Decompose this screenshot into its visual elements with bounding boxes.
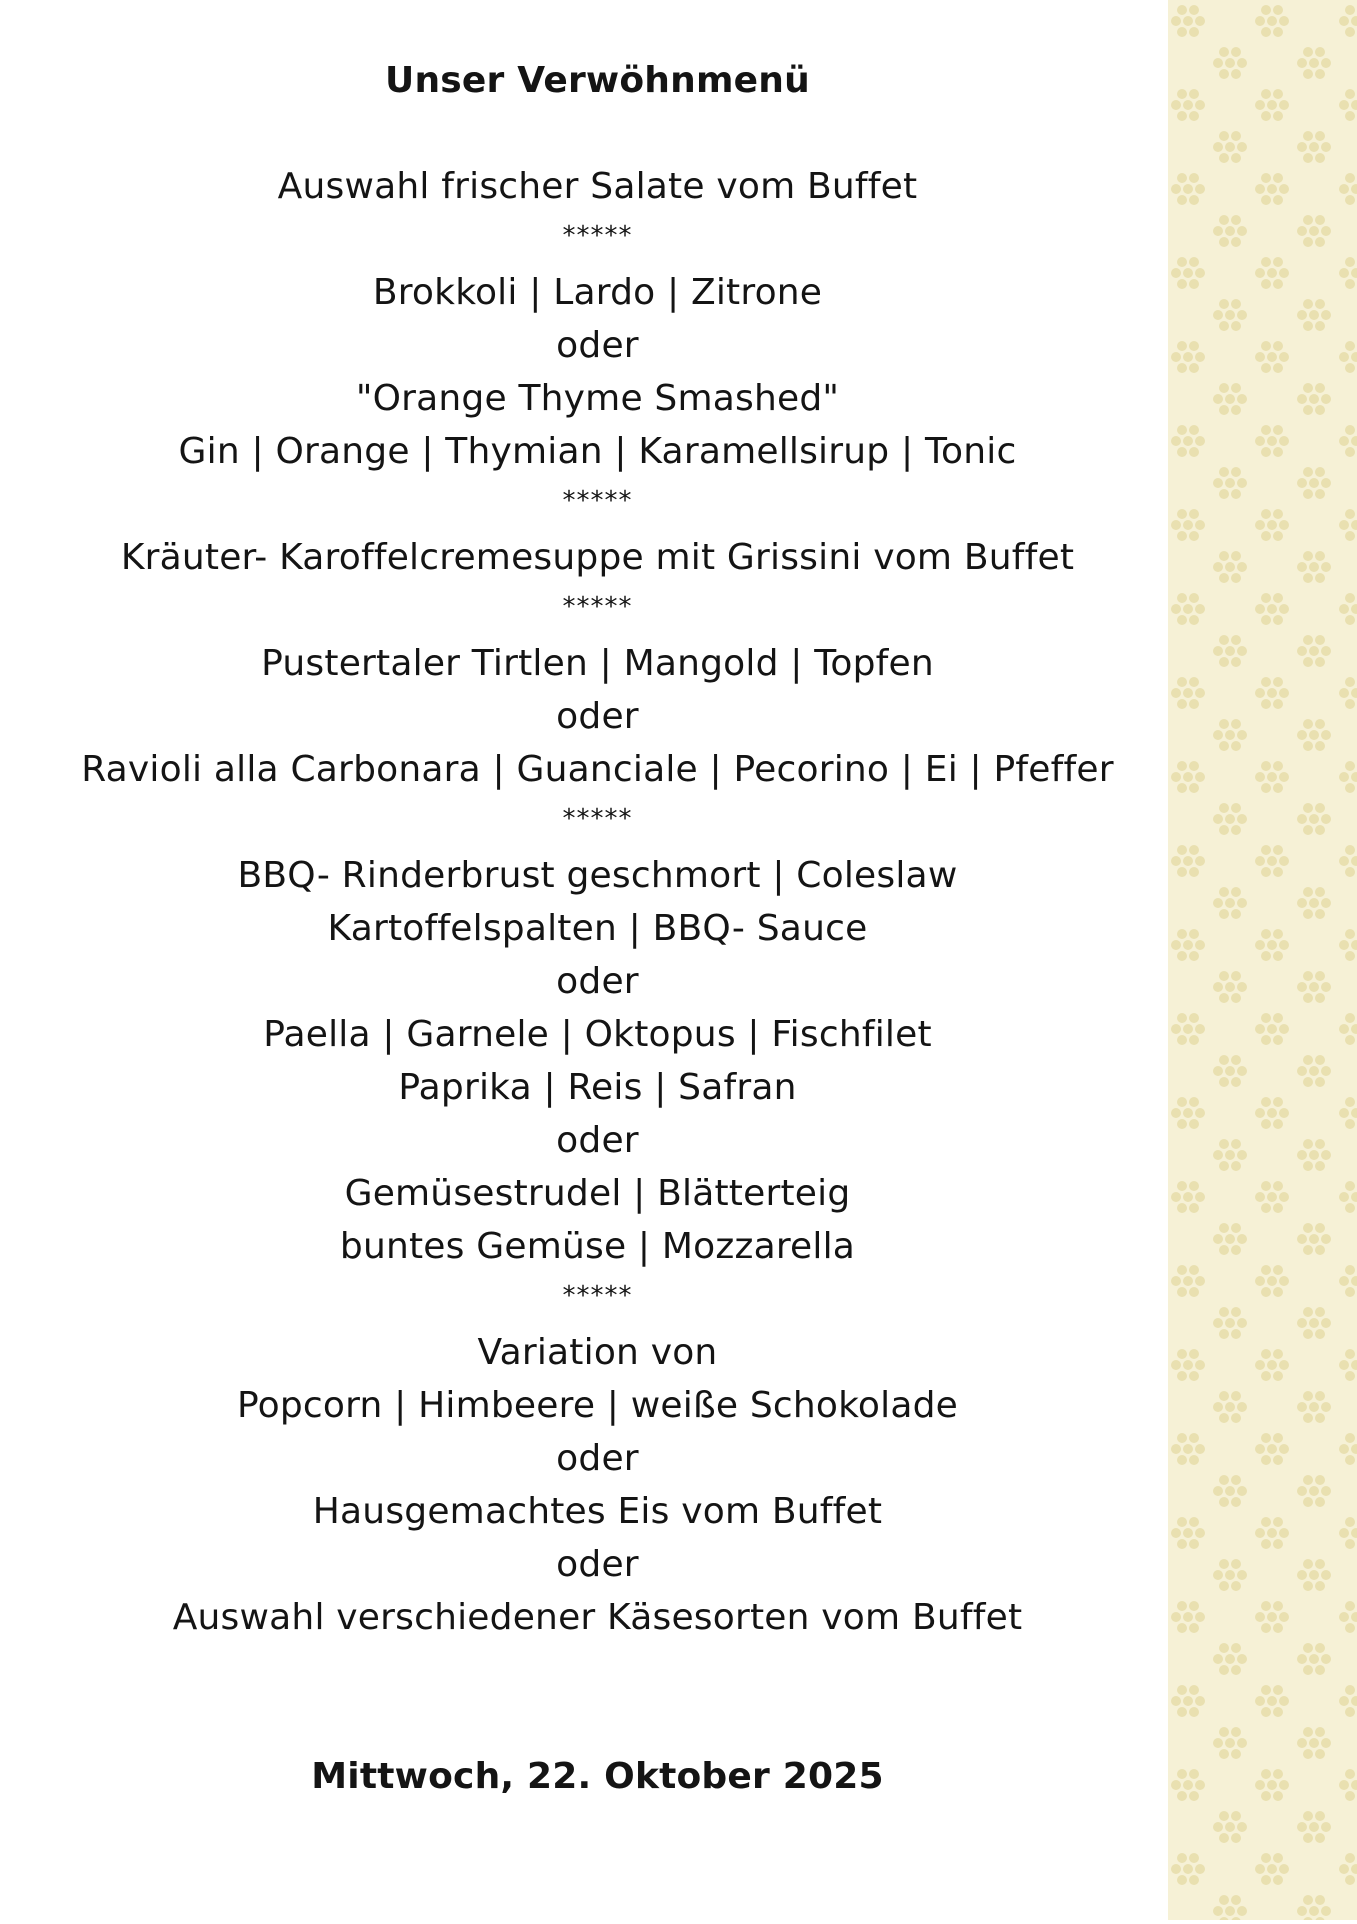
- course-separator: *****: [562, 804, 633, 834]
- menu-line: oder: [556, 696, 639, 737]
- menu-line: Popcorn | Himbeere | weiße Schokolade: [237, 1385, 958, 1426]
- menu-line: oder: [556, 1120, 639, 1161]
- menu-line: Paprika | Reis | Safran: [398, 1067, 797, 1108]
- dot-pattern: [1168, 0, 1357, 1920]
- course-separator: *****: [562, 1281, 633, 1311]
- menu-line: "Orange Thyme Smashed": [355, 378, 840, 419]
- course-separator: *****: [562, 592, 633, 622]
- menu-line: oder: [556, 325, 639, 366]
- menu-line: oder: [556, 1544, 639, 1585]
- menu-title: Unser Verwöhnmenü: [385, 60, 810, 101]
- menu-line: Kräuter- Karoffelcremesuppe mit Grissini vom Buffet: [120, 537, 1075, 578]
- menu-line: Hausgemachtes Eis vom Buffet: [312, 1491, 883, 1532]
- menu-line: Pustertaler Tirtlen | Mangold | Topfen: [261, 643, 934, 684]
- menu-line: oder: [556, 1438, 639, 1479]
- menu-line: Kartoffelspalten | BBQ- Sauce: [327, 908, 868, 949]
- decorative-side-stripe: [1168, 0, 1357, 1920]
- menu-line: Gemüsestrudel | Blätterteig: [344, 1173, 851, 1214]
- menu-line: BBQ- Rinderbrust geschmort | Coleslaw: [237, 855, 958, 896]
- menu-line: Variation von: [477, 1332, 718, 1373]
- menu-line: buntes Gemüse | Mozzarella: [339, 1226, 856, 1267]
- menu-line: Auswahl frischer Salate vom Buffet: [277, 166, 918, 207]
- menu-date: Mittwoch, 22. Oktober 2025: [311, 1756, 884, 1797]
- menu-line: Ravioli alla Carbonara | Guanciale | Pecorino | Ei | Pfeffer: [81, 749, 1114, 790]
- menu-line: Brokkoli | Lardo | Zitrone: [372, 272, 823, 313]
- menu-line: Auswahl verschiedener Käsesorten vom Buffet: [172, 1597, 1023, 1638]
- menu-line: Gin | Orange | Thymian | Karamellsirup | Tonic: [178, 431, 1017, 472]
- course-separator: *****: [562, 486, 633, 516]
- menu-line: oder: [556, 961, 639, 1002]
- menu-line: Paella | Garnele | Oktopus | Fischfilet: [263, 1014, 932, 1055]
- course-separator: *****: [562, 221, 633, 251]
